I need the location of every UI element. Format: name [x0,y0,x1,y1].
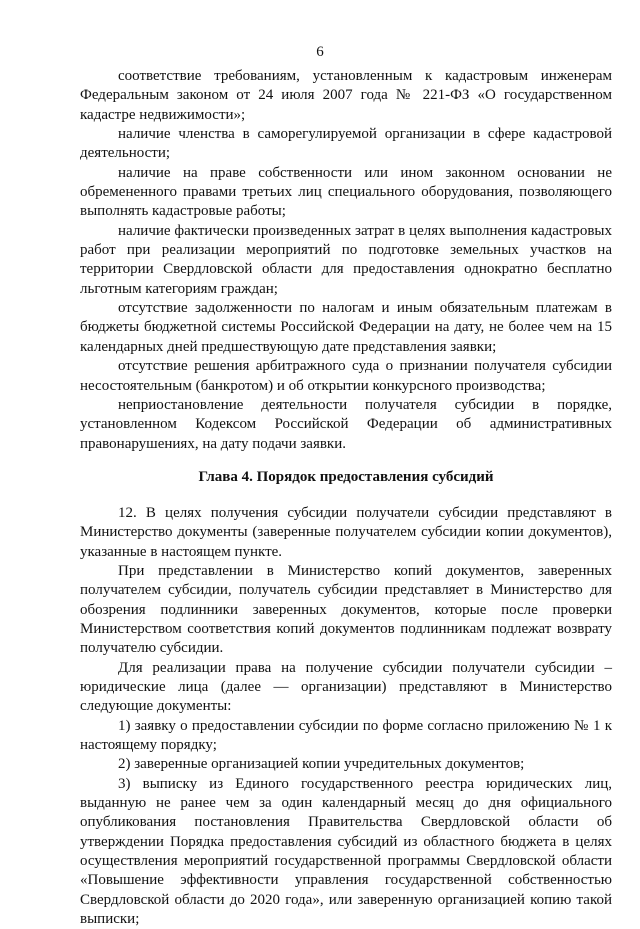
page-number: 6 [316,44,324,60]
requirement-paragraph: отсутствие задолженности по налогам и иным обязательным платежам в бюджеты бюджетной системы Российской Федерации на дату, не более чем на 15 календарных дней предшествующую дате представления заявки; [80,300,612,355]
chapter-heading: Глава 4. Порядок предоставления субсидий [198,468,494,485]
requirement-paragraph: наличие фактически произведенных затрат в целях выполнения кадастровых работ при реализации мероприятий по подготовке земельных участков на территории Свердловской области для предоставления однократно бесплатно льготным категориям граждан; [80,222,612,297]
list-item-paragraph: 1) заявку о предоставлении субсидии по форме согласно приложению № 1 к настоящему порядку; [80,717,612,753]
body-paragraph: Для реализации права на получение субсидии получатели субсидии – юридические лица (далее — организации) представляют в Министерство следующие документы: [80,659,612,715]
requirement-paragraph: соответствие требованиям, установленным к кадастровым инженерам Федеральным законом от 24 июля 2007 года № 221-ФЗ «О государственном кадастре недвижимости»; [80,68,612,123]
document-body [80,67,612,929]
requirement-paragraph: наличие на праве собственности или ином законном основании не обремененного правами третьих лиц специального оборудования, позволяющего выполнять кадастровые работы; [80,164,612,220]
requirement-paragraph: наличие членства в саморегулируемой организации в сфере кадастровой деятельности; [80,126,612,162]
requirement-paragraph: неприостановление деятельности получателя субсидии в порядке, установленном Кодексом Российской Федерации об административных правонарушениях, на дату подачи заявки. [80,396,612,452]
requirement-paragraph: отсутствие решения арбитражного суда о признании получателя субсидии несостоятельным (банкротом) и об открытии конкурсного производства; [80,358,612,394]
body-paragraph: 12. В целях получения субсидии получатели субсидии представляют в Министерство документы (заверенные получателем субсидии копии документов), указанные в настоящем пункте. [80,504,612,560]
list-item-paragraph: 3) выписку из Единого государственного реестра юридических лиц, выданную не ранее чем за один календарный месяц до дня официального опубликования постановления Правительства Свердловской области об утверждении Порядка предоставления субсидий из областного бюджета в целях осуществления мероприятий государственной программы Свердловской области «Повышение эффективности управления государственной собственностью Свердловской области до 2020 года», или заверенную организацией копию такой выписки; [80,775,612,928]
body-paragraph: При представлении в Министерство копий документов, заверенных получателем субсидии, получатель субсидии представляет в Министерство для обозрения подлинники заверенных документов, которые после проверки Министерством соответствия копий документов подлинникам подлежат возврату получателю субсидии. [80,562,612,657]
list-item-paragraph: 2) заверенные организацией копии учредительных документов; [118,756,525,773]
